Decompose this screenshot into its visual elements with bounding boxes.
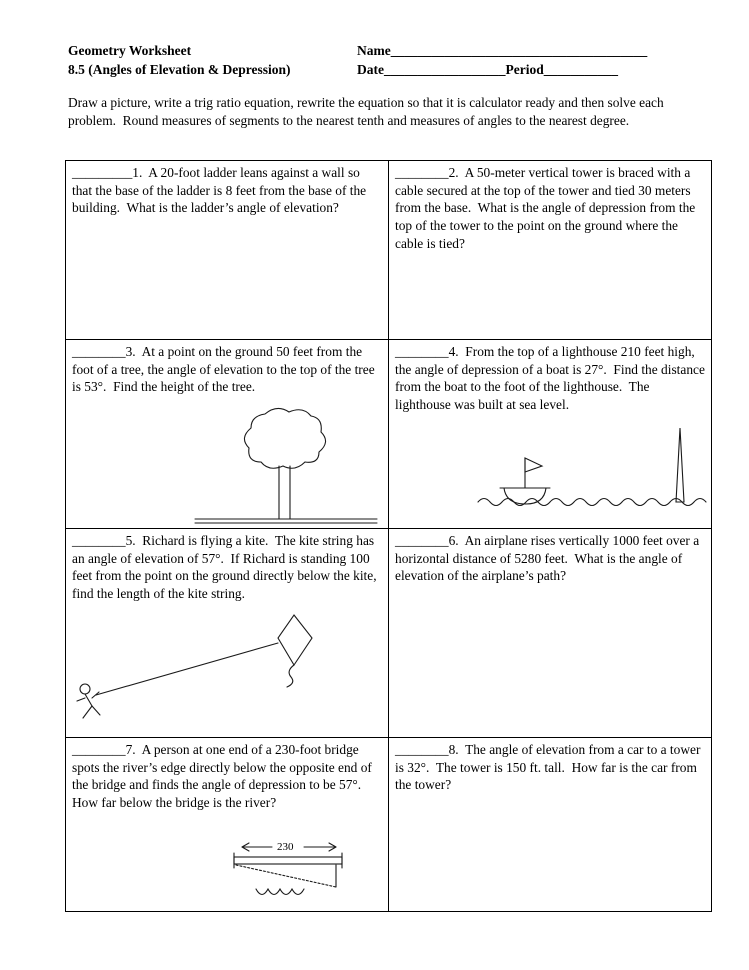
problem-7-answer-blank: ________7. [72, 742, 136, 757]
problem-8-answer-blank: ________8. [395, 742, 459, 757]
period-label: Period [505, 61, 544, 77]
problem-5-text: Richard is flying a kite. The kite string has an angle of elevation of 57°. If Richard is standing 100 feet from the point on the ground directly below the kite, find the length of the kite string. [72, 533, 380, 602]
tree-foliage [244, 408, 325, 468]
boat-flag [525, 458, 542, 472]
kite-body [278, 615, 312, 665]
problem-3-answer-blank: ________3. [72, 344, 136, 359]
date-period-line [357, 61, 709, 80]
problem-2 [395, 164, 705, 252]
instructions-text: Draw a picture, write a trig ratio equation, rewrite the equation so that it is calculator ready and then solve each problem. Round measures of segments to the nearest tenth and measures of angles to the nearest degree. [68, 95, 668, 128]
problem-cell-8 [389, 738, 712, 912]
problem-8-text: The angle of elevation from a car to a tower is 32°. The tower is 150 ft. tall. How far is the car from the tower? [395, 742, 704, 793]
problem-cell-2 [389, 161, 712, 340]
person-leg-left [83, 706, 92, 718]
problem-8 [395, 741, 705, 794]
problem-cell-1 [66, 161, 389, 340]
worksheet-table [65, 160, 712, 912]
water-scallops [256, 889, 304, 895]
boat-and-lighthouse-sketch [476, 422, 711, 522]
problem-1-text: A 20-foot ladder leans against a wall so that the base of the ladder is 8 feet from the base of the building. What is the ladder’s angle of elevation? [72, 165, 370, 216]
problem-1 [72, 164, 382, 217]
problem-4-answer-blank: ________4. [395, 344, 459, 359]
problem-cell-6 [389, 529, 712, 738]
person-body [85, 694, 92, 706]
problem-3 [72, 343, 382, 396]
bridge-span-label: 230 [277, 841, 294, 853]
problem-6 [395, 532, 705, 585]
problem-5 [72, 532, 382, 603]
problem-cell-3 [66, 340, 389, 529]
date-blank: __________________ [384, 61, 506, 77]
header-title-block [68, 42, 357, 79]
problem-6-text: An airplane rises vertically 1000 feet over a horizontal distance of 5280 feet. What is the angle of elevation of the airplane’s path? [395, 533, 703, 584]
problem-6-answer-blank: ________6. [395, 533, 459, 548]
bridge-deck [234, 857, 342, 864]
lighthouse-spike [676, 428, 684, 502]
person-head [80, 684, 90, 694]
problem-7 [72, 741, 382, 812]
problem-cell-5 [66, 529, 389, 738]
name-line [357, 42, 709, 61]
kite-tail [287, 665, 294, 687]
name-blank: ______________________________________ [390, 43, 648, 58]
header-fields-block [357, 42, 709, 79]
kite-string [96, 643, 278, 695]
water-wave-line [478, 499, 706, 506]
worksheet-subtitle: 8.5 (Angles of Elevation & Depression) [68, 61, 291, 77]
header [68, 42, 709, 79]
person-leg-right [92, 706, 100, 715]
problem-5-answer-blank: ________5. [72, 533, 136, 548]
kite-and-person-sketch [68, 605, 353, 735]
problem-cell-4 [389, 340, 712, 529]
problem-2-answer-blank: ________2. [395, 165, 459, 180]
problem-2-text: A 50-meter vertical tower is braced with a cable secured at the top of the tower and tied 30 meters from the base. What is the angle of depression from the top of the tower to the point on the ground where the cable is tied? [395, 165, 699, 251]
depression-dotted-line [236, 865, 336, 887]
tree-sketch [187, 404, 382, 526]
problem-3-text: At a point on the ground 50 feet from the foot of a tree, the angle of elevation to the top of the tree is 53°. Find the height of the tree. [72, 344, 379, 395]
person-arm-back [77, 698, 85, 701]
problem-7-text: A person at one end of a 230-foot bridge spots the river’s edge directly below the opposite end of the bridge and finds the angle of depression to be 57°. How far below the bridge is the river? [72, 742, 376, 811]
problem-4 [395, 343, 709, 414]
problem-4-text: From the top of a lighthouse 210 feet high, the angle of depression of a boat is 27°. Find the distance from the boat to the foot of the lighthouse. The lighthouse was built at sea level. [395, 344, 709, 413]
problem-cell-7 [66, 738, 389, 912]
name-label: Name [357, 43, 391, 58]
worksheet-title: Geometry Worksheet [68, 43, 192, 58]
date-label: Date [357, 61, 384, 77]
bridge-sketch [214, 837, 364, 909]
period-blank: ___________ [543, 61, 618, 77]
problem-1-answer-blank: _________1. [72, 165, 143, 180]
boat-hull [504, 488, 546, 504]
